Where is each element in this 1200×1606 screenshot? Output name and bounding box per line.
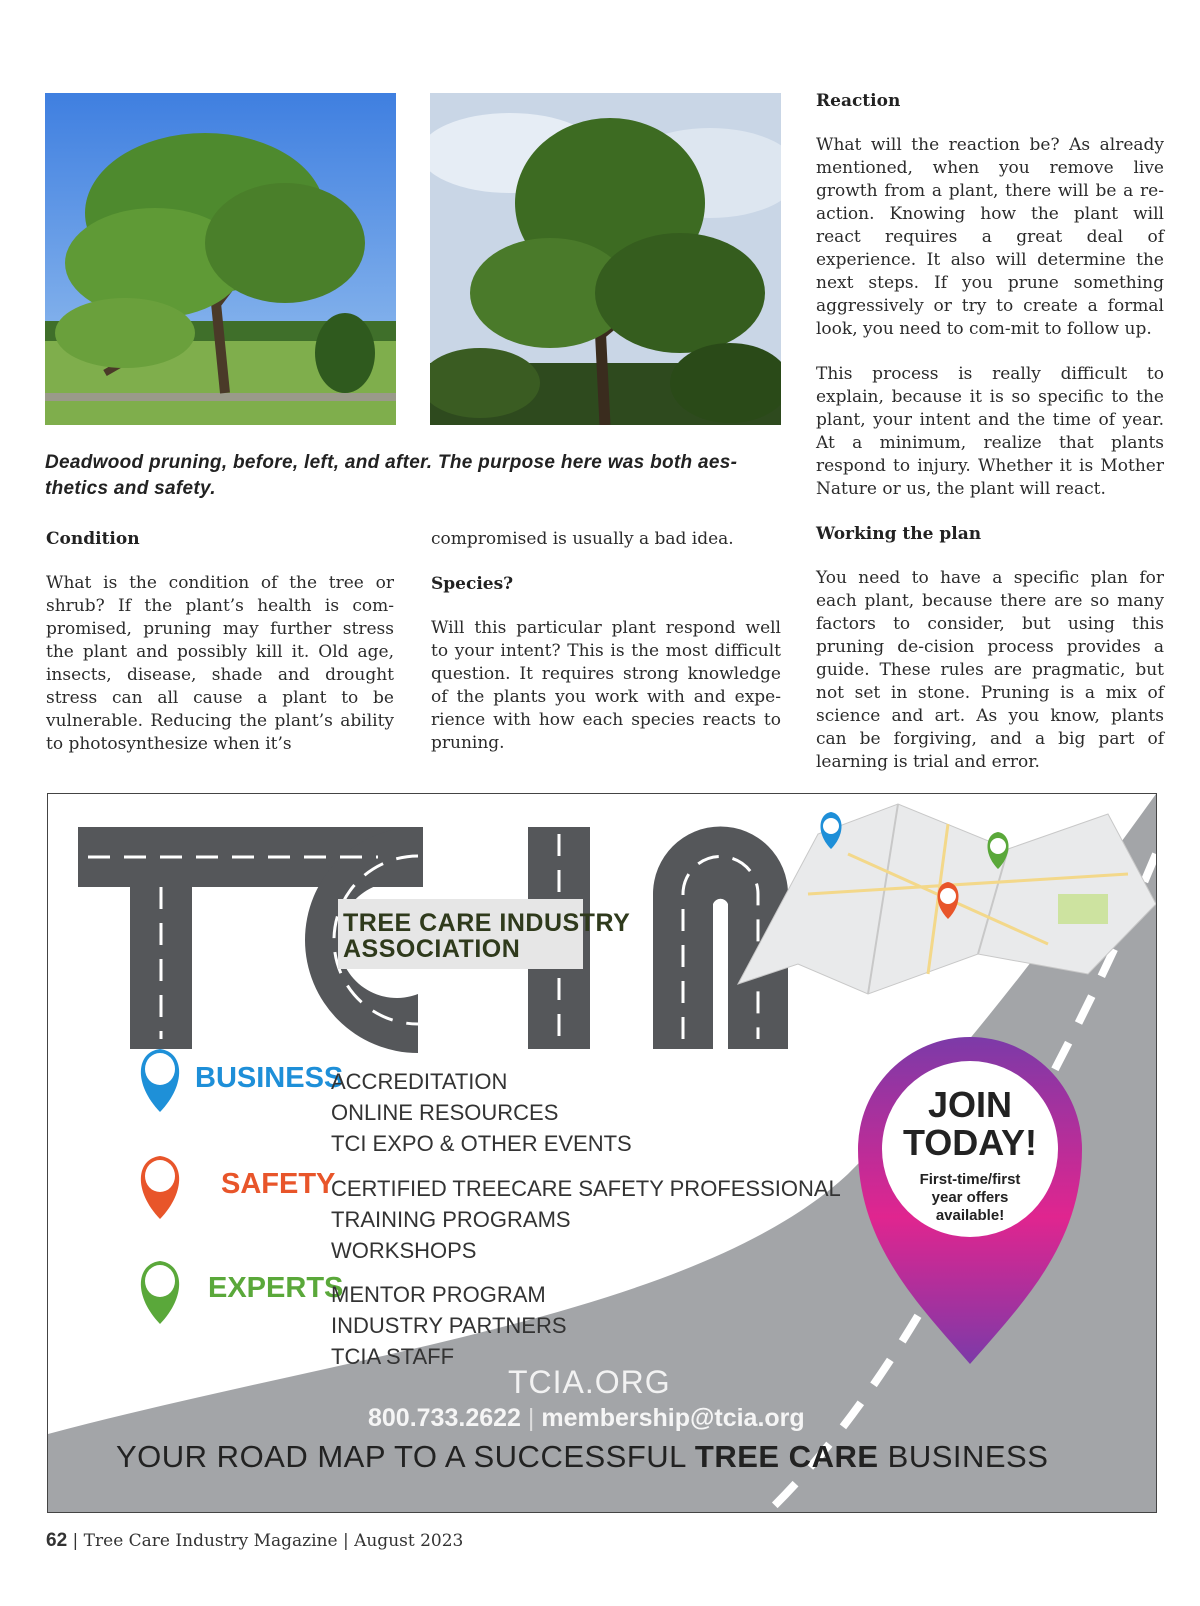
join-text[interactable]: JOIN: [927, 1084, 1013, 1125]
heading-species: Species?: [431, 574, 514, 594]
phone-number[interactable]: 800.733.2622: [368, 1404, 521, 1432]
ad-tagline: [116, 1439, 1048, 1475]
contact-line: [368, 1404, 805, 1433]
photo-caption: Deadwood pruning, before, left, and after. The purpose here was both aes-thetics and safety.: [45, 452, 738, 499]
safety-item: WORKSHOPS: [331, 1238, 477, 1263]
paragraph-species: Will this particular plant respond well to your intent? This is the most difficult question. It requires strong knowledge of the plants you work with and expe-rience with how each species reacts to pruning.: [431, 618, 781, 753]
offer-line: First-time/first: [919, 1171, 1021, 1188]
page-number: 62: [46, 1530, 68, 1551]
section-label-experts: EXPERTS: [208, 1272, 344, 1304]
column-species: [431, 528, 781, 777]
tagline-bold: TREE CARE: [694, 1439, 879, 1474]
heading-working-plan: Working the plan: [816, 524, 982, 544]
column-condition: [46, 528, 394, 778]
safety-item: CERTIFIED TREECARE SAFETY PROFESSIONAL: [331, 1176, 841, 1201]
page-footer: [46, 1530, 463, 1552]
tagline-start: YOUR ROAD MAP TO A SUCCESSFUL: [116, 1439, 695, 1474]
paragraph-reaction-2: This process is really difficult to explain, because it is so specific to the plant, your intent and the time of year. At a minimum, realize that plants respond to injury. Whether it is Mother Nature or us, the plant will react.: [816, 364, 1164, 499]
business-item: ACCREDITATION: [331, 1069, 508, 1094]
section-pins: [141, 1049, 179, 1324]
paragraph-reaction-1: What will the reaction be? As already mentioned, when you remove live growth from a plant, there will be a re-action. Knowing how the plant will react requires a great deal of experience. It also will determine the next steps. If you prune something aggressively or try to create a formal look, you need to com-mit to follow up.: [816, 135, 1164, 339]
section-label-business: BUSINESS: [195, 1062, 344, 1094]
offer-line: year offers: [931, 1189, 1009, 1206]
footer-text: | Tree Care Industry Magazine | August 2023: [67, 1531, 464, 1551]
photo-tree-before: [45, 93, 396, 425]
paragraph-working-plan: You need to have a specific plan for each plant, because there are so many factors to consider, but using this pruning de-cision process provides a guide. These rules are pragmatic, but not set in stone. Pruning is a mix of science and art. As you know, plants can be forgiving, and a big part of learning is trial and error.: [816, 568, 1164, 772]
tcia-advertisement[interactable]: [47, 793, 1157, 1513]
tagline-end: BUSINESS: [878, 1439, 1049, 1474]
email-link[interactable]: membership@tcia.org: [541, 1404, 805, 1432]
heading-reaction: Reaction: [816, 91, 901, 111]
offer-line: available!: [935, 1207, 1005, 1224]
paragraph-condition: What is the condition of the tree or shrub? If the plant’s health is com-promised, pruning may further stress the plant and possibly kill it. Old age, insects, disease, shade and drought stress can all cause a plant to be vulnerable. Reducing the plant’s ability to photosynthesize when it’s: [46, 573, 394, 754]
experts-item: TCIA STAFF: [331, 1344, 455, 1369]
business-item: TCI EXPO & OTHER EVENTS: [331, 1131, 632, 1156]
org-name-line1: TREE CARE INDUSTRY: [343, 909, 631, 937]
photo-tree-after: [430, 93, 781, 425]
experts-item: MENTOR PROGRAM: [331, 1282, 546, 1307]
heading-condition: Condition: [46, 529, 140, 549]
column-reaction: [816, 90, 1164, 796]
website-link[interactable]: TCIA.ORG: [508, 1364, 671, 1400]
section-label-safety: SAFETY: [221, 1168, 336, 1200]
paragraph-continued: compromised is usually a bad idea.: [431, 529, 734, 549]
experts-item: INDUSTRY PARTNERS: [331, 1313, 567, 1338]
org-name-line2: ASSOCIATION: [343, 935, 521, 963]
safety-item: TRAINING PROGRAMS: [331, 1207, 571, 1232]
business-item: ONLINE RESOURCES: [331, 1100, 559, 1125]
contact-separator: |: [527, 1404, 535, 1432]
join-today-text[interactable]: TODAY!: [902, 1122, 1038, 1163]
